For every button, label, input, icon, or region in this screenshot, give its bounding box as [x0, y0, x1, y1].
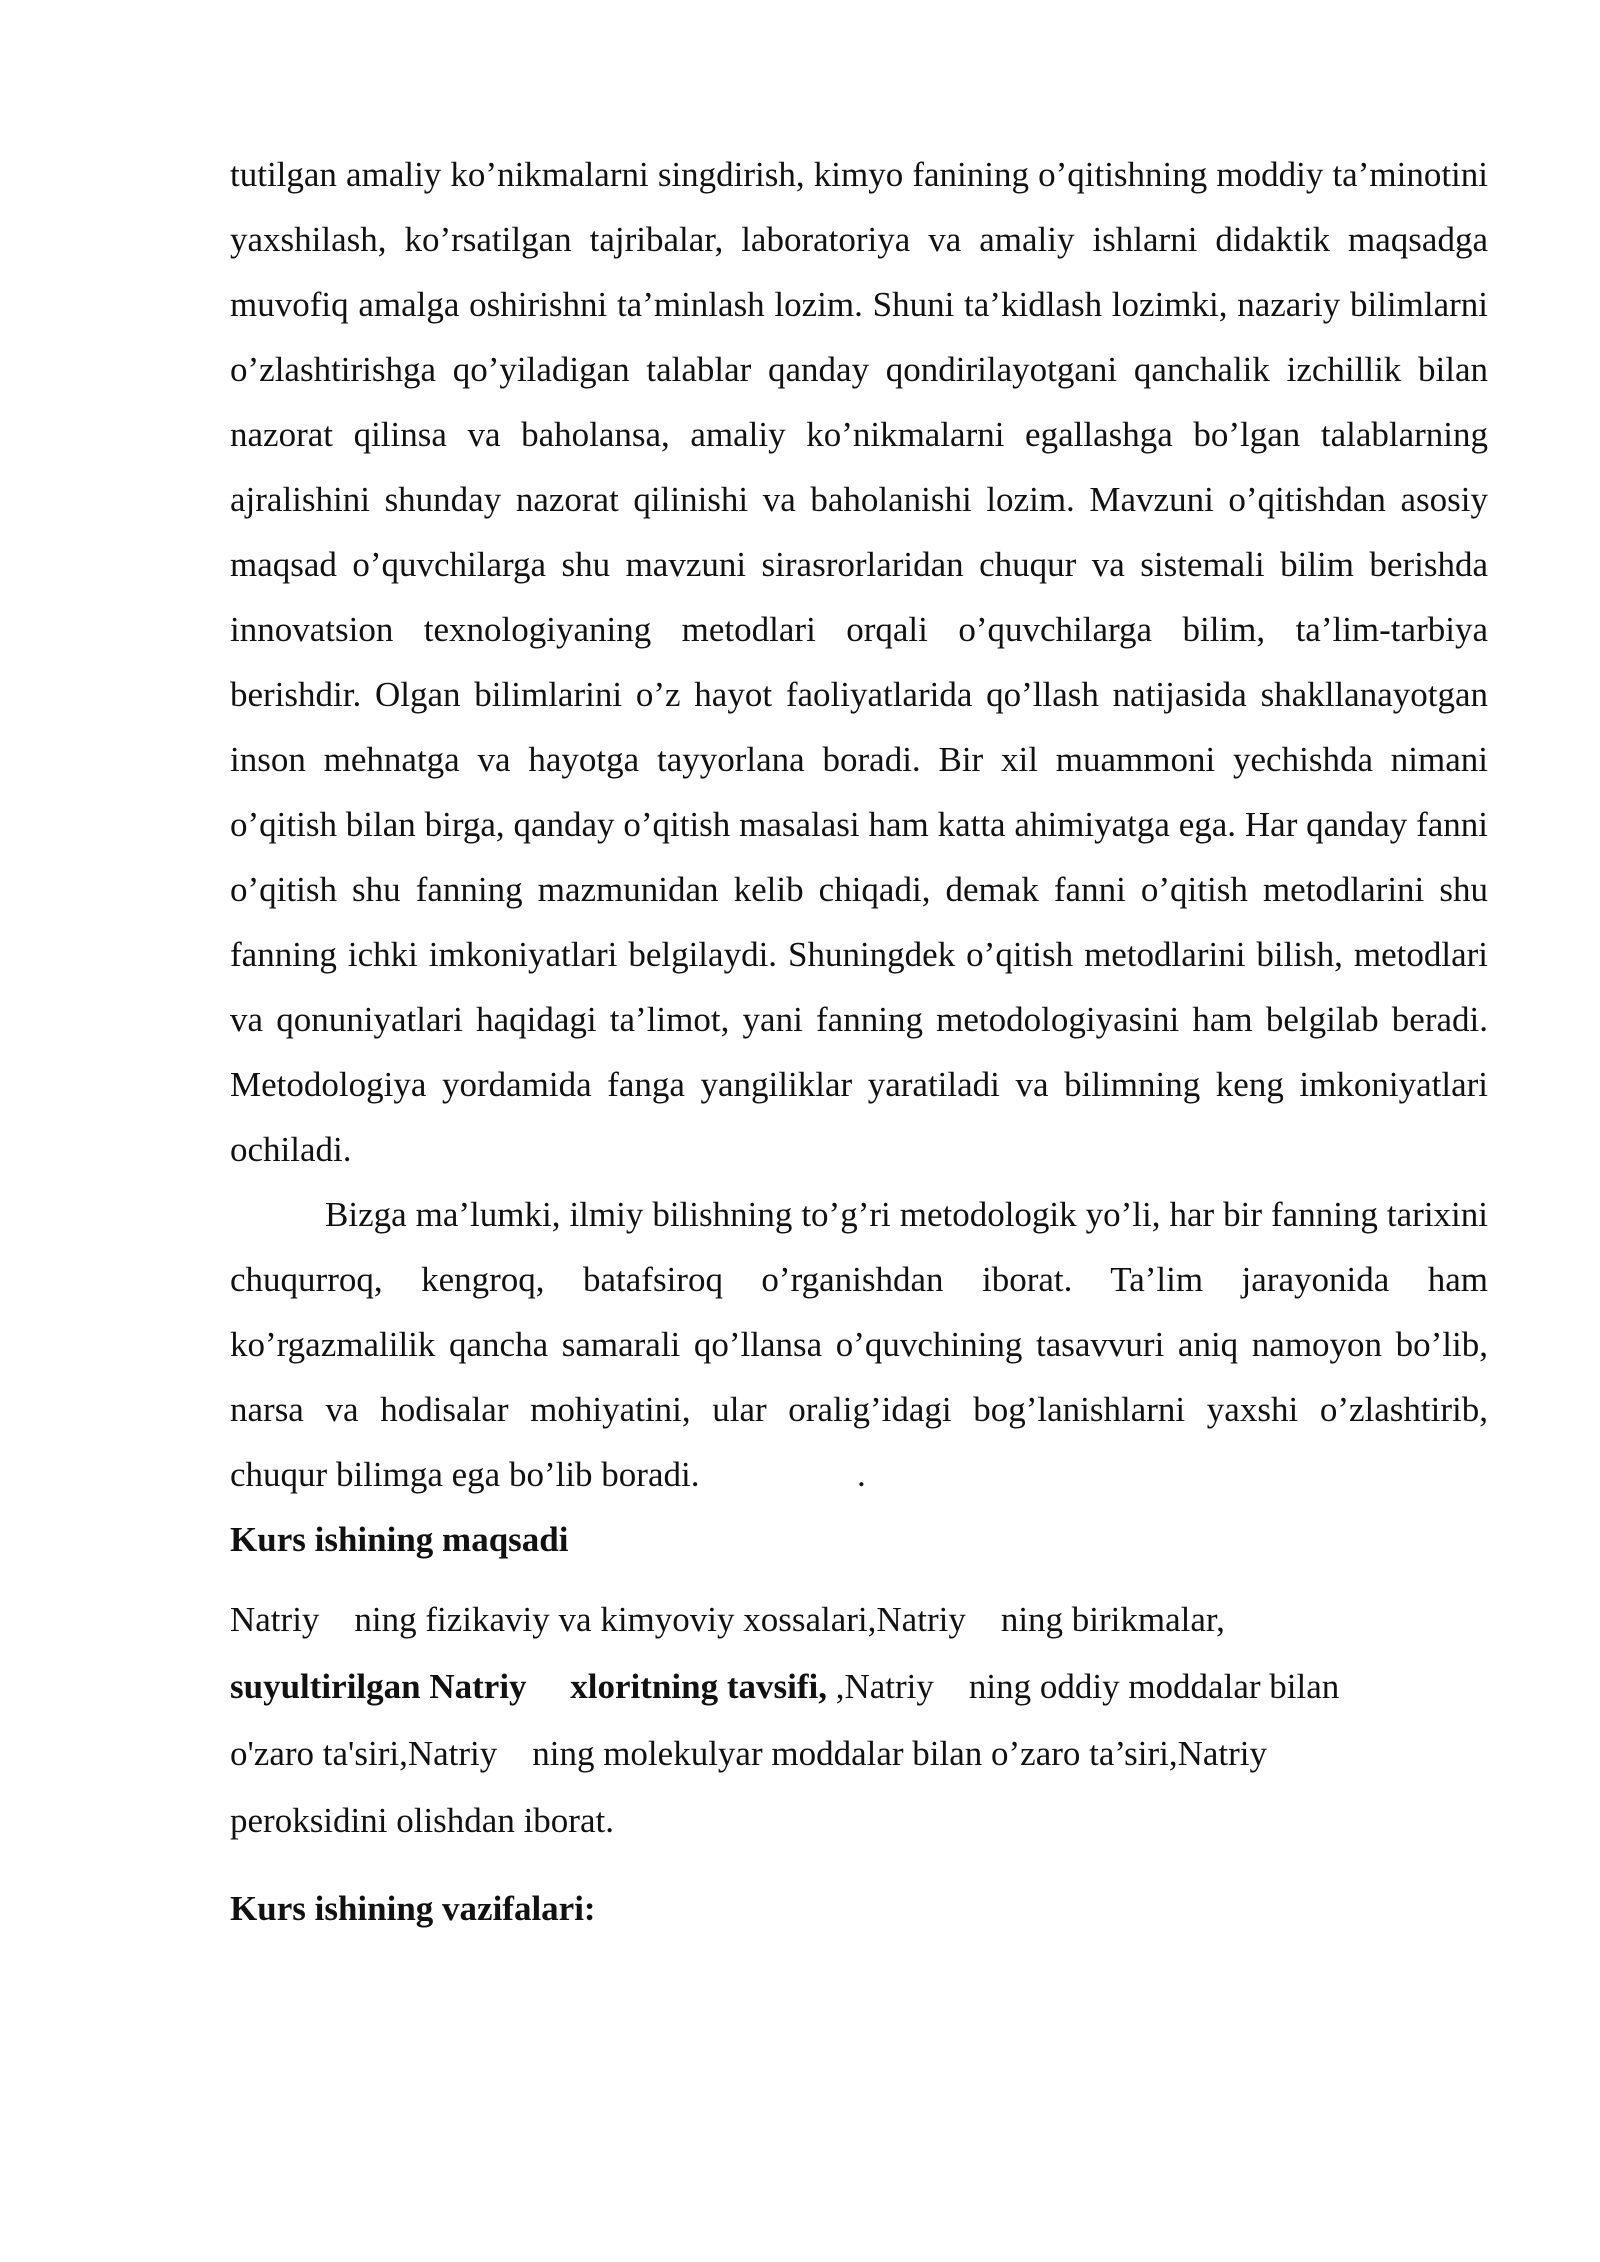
paragraph-tail-dot: .	[856, 1455, 866, 1494]
paragraph-intro: tutilgan amaliy ko’nikmalarni singdirish, kimyo fanining o’qitishning moddiy ta’minotini yaxshilash, ko’rsatilgan tajribalar, laboratoriya va amaliy ishlarni didaktik maqsadga muvofiq amalga oshirishni ta’minlash lozim. Shuni ta’kidlash lozimki, nazariy bilimlarni o’zlashtirishga qo’yiladigan talablar qanday qondirilayotgani qanchalik izchillik bilan nazorat qilinsa va baholansa, amaliy ko’nikmalarni egallashga bo’lgan talablarning ajralishini shunday nazorat qilinishi va baholanishi lozim. Mavzuni o’qitishdan asosiy maqsad o’quvchilarga shu mavzuni sirasrorlaridan chuqur va sistemali bilim berishda innovatsion texnologiyaning metodlari orqali o’quvchilarga bilim, ta’lim-tarbiya berishdir. Olgan bilimlarini o’z hayot faoliyatlarida qo’llash natijasida shakllanayotgan inson mehnatga va hayotga tayyorlana boradi. Bir xil muammoni yechishda nimani o’qitish bilan birga, qanday o’qitish masalasi ham katta ahimiyatga ega. Har qanday fanni o’qitish shu fanning mazmunidan kelib chiqadi, demak fanni o’qitish metodlarini shu fanning ichki imkoniyatlari belgilaydi. Shuningdek o’qitish metodlarini bilish, metodlari va qonuniyatlari haqidagi ta’limot, yani fanning metodologiyasini ham belgilab beradi. Metodologiya yordamida fanga yangiliklar yaratiladi va bilimning keng imkoniyatlari ochiladi.	[230, 155, 1488, 1169]
heading-course-tasks: Kurs ishining vazifalari:	[230, 1889, 596, 1928]
goal-text-1: Natriy ning fizikaviy va kimyoviy xossalari,Natriy ning birikmalar,	[230, 1600, 1225, 1639]
paragraph-methodology	[230, 1182, 1488, 1507]
paragraph-course-goal	[230, 1586, 1488, 1854]
goal-text-4: peroksidini olishdan iborat.	[230, 1801, 614, 1840]
goal-text-2: ,Natriy ning oddiy moddalar bilan	[826, 1667, 1340, 1706]
document-body	[230, 142, 1488, 1941]
heading-course-goal: Kurs ishining maqsadi	[230, 1520, 569, 1559]
goal-text-3: o'zaro ta'siri,Natriy ning molekulyar moddalar bilan o’zaro ta’siri,Natriy	[230, 1734, 1268, 1773]
goal-text-bold: suyultirilgan Natriy xloritning tavsifi,	[230, 1667, 827, 1706]
paragraph-methodology-text: Bizga ma’lumki, ilmiy bilishning to’g’ri metodologik yo’li, har bir fanning tarixini chuqurroq, kengroq, batafsiroq o’rganishdan iborat. Ta’lim jarayonida ham ko’rgazmalilik qancha samarali qo’llansa o’quvchining tasavvuri aniq namoyon bo’lib, narsa va hodisalar mohiyatini, ular oralig’idagi bog’lanishlarni yaxshi o’zlashtirib, chuqur bilimga ega bo’lib boradi.	[230, 1195, 1488, 1494]
